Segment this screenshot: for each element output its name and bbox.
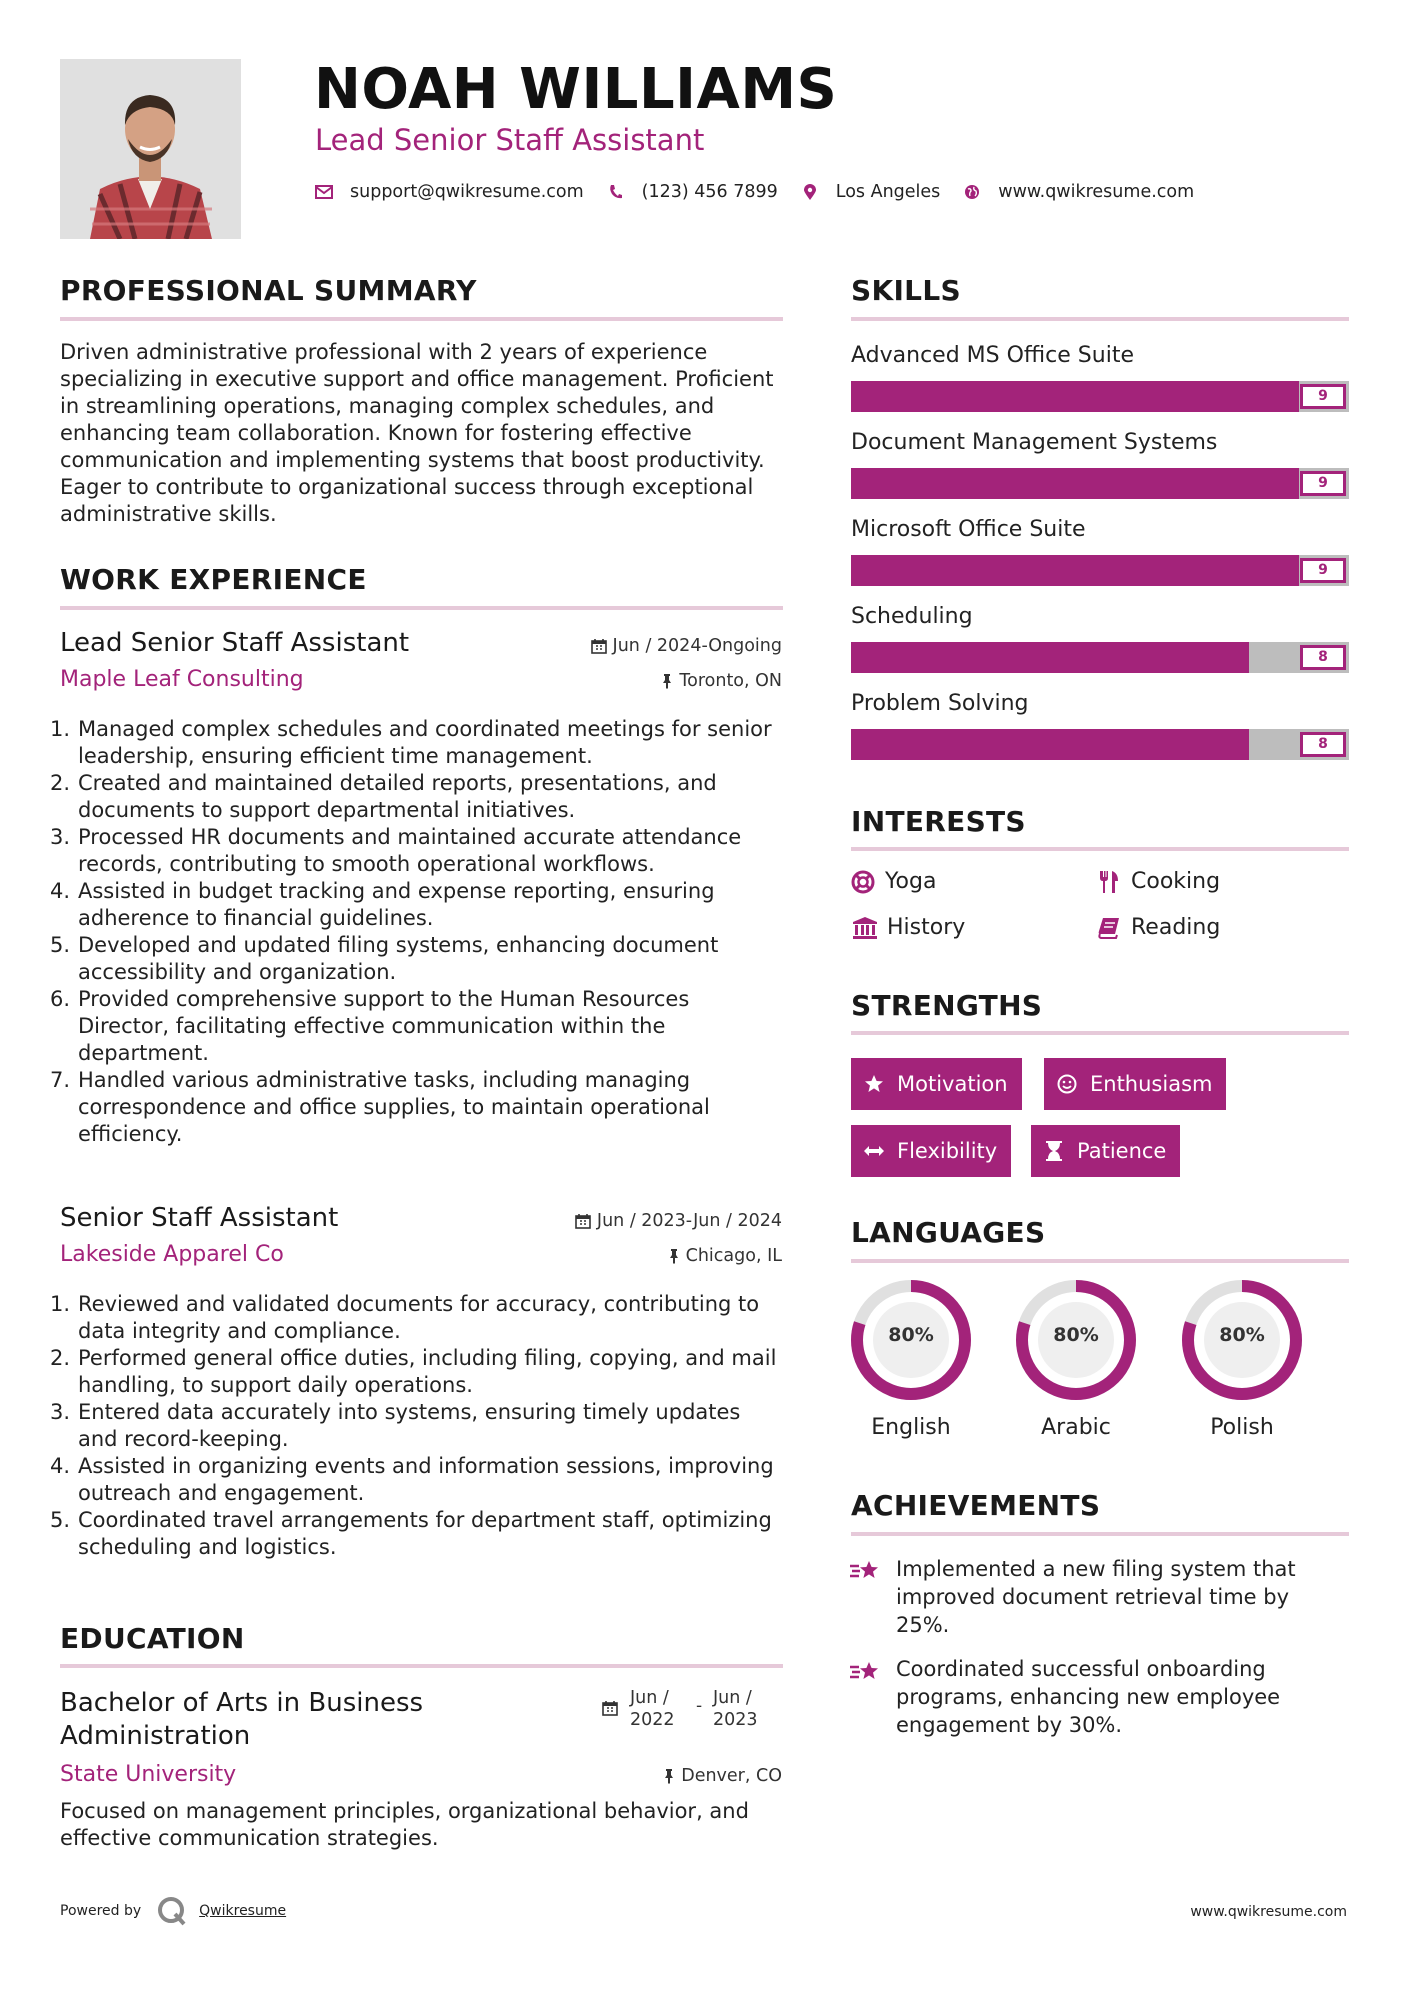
interest-item-reading: [1095, 913, 1220, 943]
footer-brand-link[interactable]: Qwikresume: [199, 1903, 287, 1919]
edu-date-separator: -: [696, 1696, 703, 1716]
skill-name: Document Management Systems: [851, 430, 1218, 455]
skill-bar: [851, 468, 1349, 499]
strength-label: Flexibility: [897, 1139, 998, 1163]
interest-label: Cooking: [1131, 869, 1221, 894]
experience-divider: [60, 606, 783, 610]
job-dates-text: Jun / 2024-Ongoing: [612, 636, 782, 656]
achievements-divider: [851, 1532, 1349, 1536]
education-dates: [602, 1687, 762, 1735]
pin-icon: [668, 1248, 680, 1264]
summary-text: Driven administrative professional with 2 years of experience specializing in executive support and office management. Proficient in streamlining operations, managing complex schedules, and enhancing team collaboration. Known for fostering effective communication and implementing systems that boost productivity. Eager to contribute to organizational success through exceptional administrative skills.: [60, 340, 774, 526]
languages-heading: LANGUAGES: [851, 1216, 1046, 1249]
experience-heading: WORK EXPERIENCE: [60, 563, 367, 596]
job-dates-text: Jun / 2023-Jun / 2024: [596, 1211, 782, 1231]
pin-icon: [663, 1768, 675, 1784]
shooting-star-icon: [849, 1558, 883, 1590]
candidate-title: Lead Senior Staff Assistant: [315, 123, 705, 157]
job-title: Senior Staff Assistant: [60, 1203, 339, 1233]
interests-divider: [851, 847, 1349, 851]
interests-heading: INTERESTS: [851, 805, 1026, 838]
list-item: 3. Processed HR documents and maintained accurate attendance records, contributing to smooth operational workflows.: [50, 825, 742, 876]
skill-bar-fill: [851, 555, 1299, 586]
skills-divider: [851, 317, 1349, 321]
list-item: 4. Assisted in organizing events and information sessions, improving outreach and engagement.: [50, 1454, 774, 1505]
list-item: 7. Handled various administrative tasks, including managing correspondence and office supplies, to maintain operational efficiency.: [50, 1068, 710, 1146]
strengths-heading: STRENGTHS: [851, 989, 1043, 1022]
job-location: [668, 1244, 782, 1268]
interest-item-history: [851, 913, 965, 943]
languages-divider: [851, 1259, 1349, 1263]
strengths-divider: [851, 1031, 1349, 1035]
edu-end-year: 2023: [713, 1710, 758, 1730]
achievements-heading: ACHIEVEMENTS: [851, 1489, 1101, 1522]
skill-level-badge: 9: [1300, 384, 1346, 409]
skill-bar-fill: [851, 642, 1249, 673]
website-link[interactable]: www.qwikresume.com: [998, 182, 1195, 202]
education-location-text: Denver, CO: [681, 1766, 782, 1786]
arrows-h-icon: [863, 1145, 885, 1157]
education-heading: EDUCATION: [60, 1622, 245, 1655]
education-location: [663, 1764, 782, 1788]
language-name: Polish: [1210, 1415, 1274, 1440]
skill-bar-fill: [851, 729, 1249, 760]
job-dates: [575, 1209, 782, 1233]
globe-icon: [962, 182, 982, 202]
skill-level-badge: 8: [1300, 732, 1346, 757]
interest-label: History: [887, 915, 966, 940]
hourglass-icon: [1043, 1140, 1065, 1162]
skill-name: Scheduling: [851, 604, 973, 629]
degree-line-1: Bachelor of Arts in Business: [60, 1688, 424, 1718]
calendar-icon: [602, 1700, 618, 1722]
language-item: [849, 1278, 973, 1442]
strength-badge-flexibility: [851, 1125, 1011, 1177]
profile-photo: [60, 59, 241, 239]
book-icon: [1095, 917, 1123, 939]
powered-by-label: Powered by: [60, 1903, 142, 1919]
strength-badge-motivation: [851, 1058, 1022, 1110]
skill-bar: [851, 642, 1349, 673]
calendar-icon: [591, 638, 607, 654]
qwikresume-logo-icon: [157, 1896, 187, 1926]
list-item: 2. Created and maintained detailed reports, presentations, and documents to support departmental initiatives.: [50, 771, 717, 822]
shooting-star-icon: [849, 1659, 883, 1691]
skill-bar: [851, 381, 1349, 412]
language-item: [1014, 1278, 1138, 1442]
skill-name: Advanced MS Office Suite: [851, 343, 1134, 368]
strength-label: Motivation: [897, 1072, 1008, 1096]
company-name: Maple Leaf Consulting: [60, 667, 304, 692]
language-item: [1180, 1278, 1304, 1442]
phone-number: (123) 456 7899: [641, 182, 778, 202]
list-item: 2. Performed general office duties, including filing, copying, and mail handling, to support daily operations.: [50, 1346, 777, 1397]
language-percent: 80%: [888, 1324, 934, 1346]
company-name: Lakeside Apparel Co: [60, 1242, 284, 1267]
skill-bar-fill: [851, 381, 1299, 412]
language-percent: 80%: [1053, 1324, 1099, 1346]
envelope-icon: [314, 182, 334, 202]
job-location-text: Chicago, IL: [685, 1246, 782, 1266]
skill-level-badge: 9: [1300, 471, 1346, 496]
list-item: 4. Assisted in budget tracking and expense reporting, ensuring adherence to financial guidelines.: [50, 879, 715, 930]
map-marker-icon: [800, 182, 820, 202]
star-icon: [863, 1074, 885, 1094]
language-name: Arabic: [1041, 1415, 1111, 1440]
language-name: English: [871, 1415, 951, 1440]
list-item: 5. Developed and updated filing systems, enhancing document accessibility and organization.: [50, 933, 719, 984]
interest-item-yoga: [849, 867, 936, 897]
skill-bar-fill: [851, 468, 1299, 499]
skill-level-badge: 9: [1300, 558, 1346, 583]
list-item: 6. Provided comprehensive support to the Human Resources Director, facilitating effective communication within the department.: [50, 987, 690, 1065]
edu-end-month: Jun /: [713, 1688, 752, 1708]
contact-bar: [314, 178, 1216, 206]
museum-icon: [851, 916, 879, 940]
skill-name: Microsoft Office Suite: [851, 517, 1086, 542]
skills-heading: SKILLS: [851, 274, 961, 307]
interest-label: Yoga: [885, 869, 937, 894]
strength-badge-patience: [1031, 1125, 1180, 1177]
achievement-text: Implemented a new filing system that improved document retrieval time by 25%.: [896, 1557, 1296, 1637]
interest-item-cooking: [1095, 867, 1220, 897]
strength-label: Enthusiasm: [1090, 1072, 1213, 1096]
list-item: 3. Entered data accurately into systems, ensuring timely updates and record-keeping.: [50, 1400, 741, 1451]
edu-start-year: 2022: [630, 1710, 675, 1730]
edu-start-month: Jun /: [630, 1688, 669, 1708]
phone-icon: [606, 182, 626, 202]
lifebuoy-icon: [849, 870, 877, 894]
skill-level-badge: 8: [1300, 645, 1346, 670]
school-name: State University: [60, 1762, 237, 1787]
list-item: 5. Coordinated travel arrangements for department staff, optimizing scheduling and logistics.: [50, 1508, 772, 1559]
job-dates: [591, 634, 782, 658]
email-link[interactable]: support@qwikresume.com: [350, 182, 584, 202]
skill-name: Problem Solving: [851, 691, 1029, 716]
summary-heading: PROFESSIONAL SUMMARY: [60, 274, 477, 307]
list-item: 1. Reviewed and validated documents for accuracy, contributing to data integrity and compliance.: [50, 1292, 760, 1343]
candidate-name: NOAH WILLIAMS: [314, 57, 838, 122]
language-percent: 80%: [1219, 1324, 1265, 1346]
job-duties-list: [50, 1291, 782, 1561]
degree-line-2: Administration: [60, 1721, 251, 1751]
calendar-icon: [575, 1213, 591, 1229]
footer-powered-by: [60, 1896, 286, 1926]
job-title: Lead Senior Staff Assistant: [60, 628, 410, 658]
skill-bar: [851, 555, 1349, 586]
achievement-text: Coordinated successful onboarding programs, enhancing new employee engagement by 30%.: [896, 1657, 1281, 1737]
job-location: [661, 669, 782, 693]
footer-url[interactable]: www.qwikresume.com: [1190, 1904, 1347, 1920]
strength-label: Patience: [1077, 1139, 1167, 1163]
pin-icon: [661, 673, 673, 689]
location-text: Los Angeles: [835, 182, 941, 202]
strength-badge-enthusiasm: [1044, 1058, 1226, 1110]
smile-icon: [1056, 1074, 1078, 1094]
summary-divider: [60, 317, 783, 321]
education-description: Focused on management principles, organizational behavior, and effective communication strategies.: [60, 1799, 749, 1850]
list-item: 1. Managed complex schedules and coordinated meetings for senior leadership, ensuring efficient time management.: [50, 717, 772, 768]
job-duties-list: [50, 716, 782, 1148]
utensils-icon: [1095, 870, 1123, 894]
job-location-text: Toronto, ON: [679, 671, 782, 691]
skill-bar: [851, 729, 1349, 760]
interest-label: Reading: [1131, 915, 1221, 940]
education-divider: [60, 1664, 783, 1668]
